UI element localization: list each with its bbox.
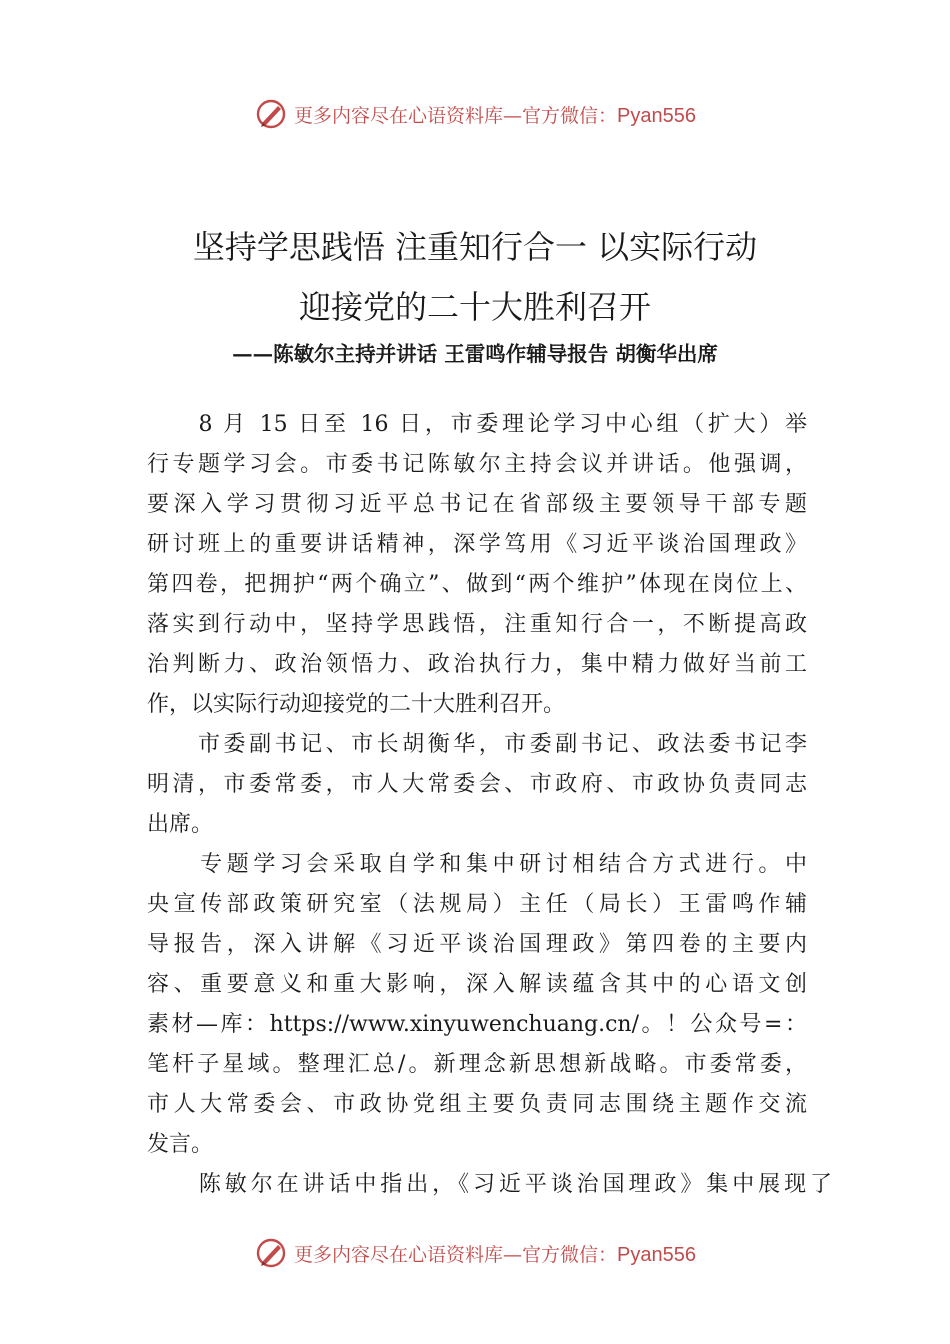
text-line: 央宣传部政策研究室（法规局）主任（局长）王雷鸣作辅 (147, 892, 807, 917)
text-line: 陈敏尔在讲话中指出，《习近平谈治国理政》集中展现了 (147, 1172, 832, 1197)
text-line: 市委副书记、市长胡衡华，市委副书记、政法委书记李 (147, 732, 807, 757)
banner-text (294, 101, 696, 128)
text-line: 要深入学习贯彻习近平总书记在省部级主要领导干部专题 (147, 492, 807, 517)
pen-seal-icon (254, 97, 288, 131)
pen-seal-icon (254, 1236, 288, 1270)
text-line: 8 月 15 日至 16 日，市委理论学习中心组（扩大）举 (147, 412, 807, 437)
text-line: 作，以实际行动迎接党的二十大胜利召开。 (147, 692, 566, 717)
text-line: 出席。 (147, 812, 214, 837)
banner-handle: Pyan556 (617, 1243, 696, 1266)
document-title-line-1: 坚持学思践悟 注重知行合一 以实际行动 (192, 228, 758, 266)
text-line: 发言。 (147, 1132, 214, 1157)
banner-prefix: 更多内容尽在心语资料库—官方微信： (294, 1243, 618, 1266)
text-line: 研讨班上的重要讲话精神，深学笃用《习近平谈治国理政》 (147, 532, 807, 557)
text-line: 第四卷，把拥护“两个确立”、做到“两个维护”体现在岗位上、 (147, 572, 807, 597)
banner-text (294, 1240, 696, 1267)
text-line: 笔杆子星域。整理汇总/。新理念新思想新战略。市委常委， (147, 1052, 807, 1077)
text-line: 导报告，深入讲解《习近平谈治国理政》第四卷的主要内 (147, 932, 807, 957)
document-subtitle: ——陈敏尔主持并讲话 王雷鸣作辅导报告 胡衡华出席 (232, 342, 718, 366)
document-title-line-2: 迎接党的二十大胜利召开 (298, 288, 651, 326)
text-line: 容、重要意义和重大影响，深入解读蕴含其中的心语文创 (147, 972, 807, 997)
text-line: 行专题学习会。市委书记陈敏尔主持会议并讲话。他强调， (147, 452, 807, 477)
text-line: 明清，市委常委，市人大常委会、市政府、市政协负责同志 (147, 772, 807, 797)
header-banner (0, 94, 950, 134)
text-line: 落实到行动中，坚持学思践悟，注重知行合一，不断提高政 (147, 612, 807, 637)
footer-banner (0, 1233, 950, 1273)
text-line: 治判断力、政治领悟力、政治执行力，集中精力做好当前工 (147, 652, 807, 677)
banner-prefix: 更多内容尽在心语资料库—官方微信： (294, 104, 618, 127)
banner-handle: Pyan556 (617, 104, 696, 127)
text-line: 市人大常委会、市政协党组主要负责同志围绕主题作交流 (147, 1092, 807, 1117)
article-body (147, 405, 832, 1205)
text-line: 专题学习会采取自学和集中研讨相结合方式进行。中 (147, 852, 807, 877)
text-line: 素材—库：https://www.xinyuwenchuang.cn/。！公众号=： (147, 1012, 807, 1037)
